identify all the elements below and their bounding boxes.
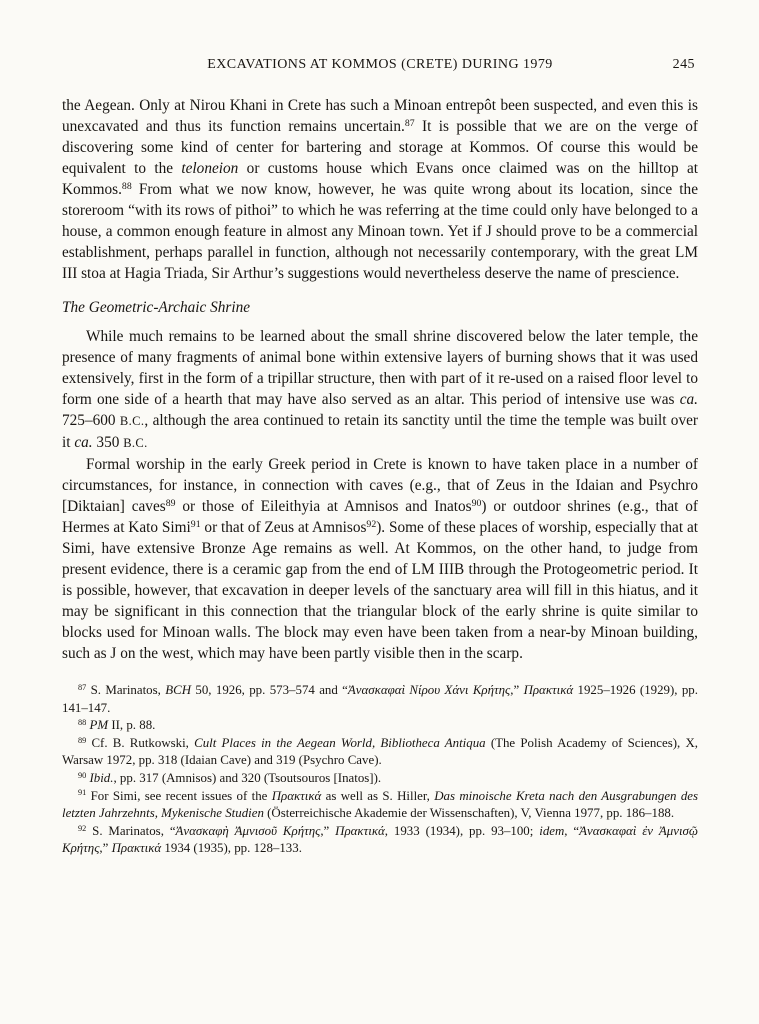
text-segment: (The Polish Academy of Sciences), X, Warsaw 1972, pp. 318 (Idaian Cave) and 319 (Psychro Cave). xyxy=(62,735,698,768)
footnote xyxy=(62,682,698,717)
text-segment: or those of Eileithyia at Amnisos and Inatos xyxy=(175,498,472,515)
text-segment: 1934 (1935), pp. 128–133. xyxy=(161,841,302,856)
text-segment: Ibid. xyxy=(89,770,114,785)
text-segment: ,” xyxy=(99,841,112,856)
footnote-reference: 91 xyxy=(190,519,201,531)
text-segment: Πρακτικά xyxy=(111,841,162,856)
text-segment: Formal worship in the early Greek period in Crete is known to have taken place in a number of circumstances, for instance, in connection with caves (e.g., that of Zeus in the Idaian and Psychro [Diktaian] caves xyxy=(62,456,698,515)
article-body xyxy=(62,95,698,664)
footnote xyxy=(62,717,698,735)
text-segment: , pp. 317 (Amnisos) and 320 (Tsoutsouros [Inatos]). xyxy=(113,770,382,785)
text-segment: ca. xyxy=(74,434,93,451)
text-segment: S. Marinatos, “ xyxy=(86,823,176,838)
section-heading: The Geometric-Archaic Shrine xyxy=(62,299,251,316)
footnote-reference: 88 xyxy=(121,181,132,193)
text-segment: teloneion xyxy=(181,160,239,177)
text-segment: Πρακτικά xyxy=(271,788,322,803)
text-segment: PM xyxy=(89,718,109,733)
text-segment: BCH xyxy=(165,683,192,697)
paragraph xyxy=(62,454,698,664)
footnote-reference: 90 xyxy=(471,498,482,510)
text-segment: ,” xyxy=(510,683,524,697)
text-segment: ca. xyxy=(679,391,698,408)
text-segment: idem xyxy=(539,823,565,838)
footnote-reference: 89 xyxy=(78,735,87,745)
text-segment: 50, 1926, pp. 573–574 and “ xyxy=(191,683,348,697)
text-segment: 1925–1926 (1929), pp. 141–147. xyxy=(62,683,698,715)
text-segment: , “ xyxy=(564,823,580,838)
text-segment: Cult Places in the Aegean World, Bibliotheca Antiqua xyxy=(194,735,486,750)
footnote-reference: 88 xyxy=(78,718,87,728)
footnote xyxy=(62,788,698,823)
text-segment: , 1933 (1934), pp. 93–100; xyxy=(384,823,540,838)
text-segment: For Simi, see recent issues of the xyxy=(86,788,272,803)
text-segment: ) or outdoor shrines (e.g., that of Hermes at Kato Simi xyxy=(62,498,699,536)
text-segment: 725–600 xyxy=(62,412,120,429)
footnote xyxy=(62,770,698,788)
text-segment: B.C. xyxy=(119,414,145,428)
text-segment: 350 xyxy=(92,434,124,451)
text-segment: Πρακτικά xyxy=(523,683,574,697)
footnote xyxy=(62,735,698,770)
text-segment: or that of Zeus at Amnisos xyxy=(200,519,367,536)
footnote xyxy=(62,823,698,858)
text-segment: B.C. xyxy=(123,436,148,450)
page-content xyxy=(62,57,698,858)
footnote-reference: 91 xyxy=(78,788,87,798)
footnote-reference: 87 xyxy=(404,118,415,130)
text-segment: From what we now know, however, he was quite wrong about its location, since the storeroom “with its rows of pithoi” to which he was referring at the time could only have belonged to a house, a common enough feature in almost any Minoan town. Yet if J should prove to be a commercial establishment, perhaps parallel in function, although not necessarily contemporary, with the great LM III stoa at Hagia Triada, Sir Arthur’s suggestions would nevertheless deserve the name of prescience. xyxy=(62,181,698,282)
text-segment: , although the area continued to retain its sanctity until the time the temple was built over it xyxy=(62,412,698,451)
text-segment: or customs house which Evans once claimed was on the hilltop at Kommos. xyxy=(62,160,698,198)
text-segment: S. Marinatos, xyxy=(86,683,166,697)
text-segment: ,” xyxy=(320,823,336,838)
text-segment: Ἀνασκαφαὶ Νίρου Χάνι Κρήτης xyxy=(347,683,511,697)
footnote-reference: 92 xyxy=(78,823,87,833)
text-segment: (Österreichische Akademie der Wissenschaften), V, Vienna 1977, pp. 186–188. xyxy=(263,806,675,821)
running-head xyxy=(62,57,698,75)
footnote-reference: 89 xyxy=(165,498,176,510)
footnote-reference: 90 xyxy=(78,770,87,780)
text-segment: Cf. B. Rutkowski, xyxy=(86,735,195,750)
article-title: EXCAVATIONS AT KOMMOS (CRETE) DURING 1979 xyxy=(207,57,553,72)
text-segment: as well as S. Hiller, xyxy=(321,788,435,803)
text-segment: II, p. 88. xyxy=(108,718,156,733)
text-segment: It is possible that we are on the verge of discovering some kind of center for bartering and storage at Kommos. Of course this would be equivalent to the xyxy=(62,118,698,177)
text-segment: Ἀνασκαφὴ Ἀμνισοῦ Κρήτης xyxy=(175,823,321,838)
text-segment: the Aegean. Only at Nirou Khani in Crete has such a Minoan entrepôt been suspected, and even this is unexcavated and thus its function remains uncertain. xyxy=(62,97,698,135)
footnote-reference: 92 xyxy=(366,519,377,531)
paragraph xyxy=(62,326,698,454)
text-segment: While much remains to be learned about the small shrine discovered below the later temple, the presence of many fragments of animal bone within extensive layers of burning shows that it was used extensively, first in the form of a tripillar structure, then with part of it re-used on a raised floor level to form one side of a hearth that may have also served as an altar. This period of intensive use was xyxy=(62,328,698,408)
text-segment: Ἀνασκαφαὶ ἐν Ἀμνισῷ Κρήτης xyxy=(62,823,698,856)
text-segment: Πρακτικά xyxy=(335,823,385,838)
footnote-reference: 87 xyxy=(78,682,87,692)
paragraph-continuation xyxy=(62,95,698,284)
page-number: 245 xyxy=(672,57,695,72)
text-segment: ). Some of these places of worship, especially that at Simi, have extensive Bronze Age remains as well. At Kommos, on the other hand, to judge from present evidence, there is a ceramic gap from the end of LM IIIB through the Protogeometric period. It is possible, however, that excavation in deeper levels of the sanctuary area will fill in this hiatus, and it may be significant in this connection that the triangular block of the early shrine is quite similar to blocks used for Minoan walls. The block may even have been taken from a near-by Minoan building, such as J on the west, which may have been partly visible then in the scarp. xyxy=(62,519,698,662)
text-segment: Das minoische Kreta nach den Ausgrabungen des letzten Jahrzehnts, Mykenische Studien xyxy=(62,788,699,821)
footnotes-block xyxy=(62,682,698,858)
